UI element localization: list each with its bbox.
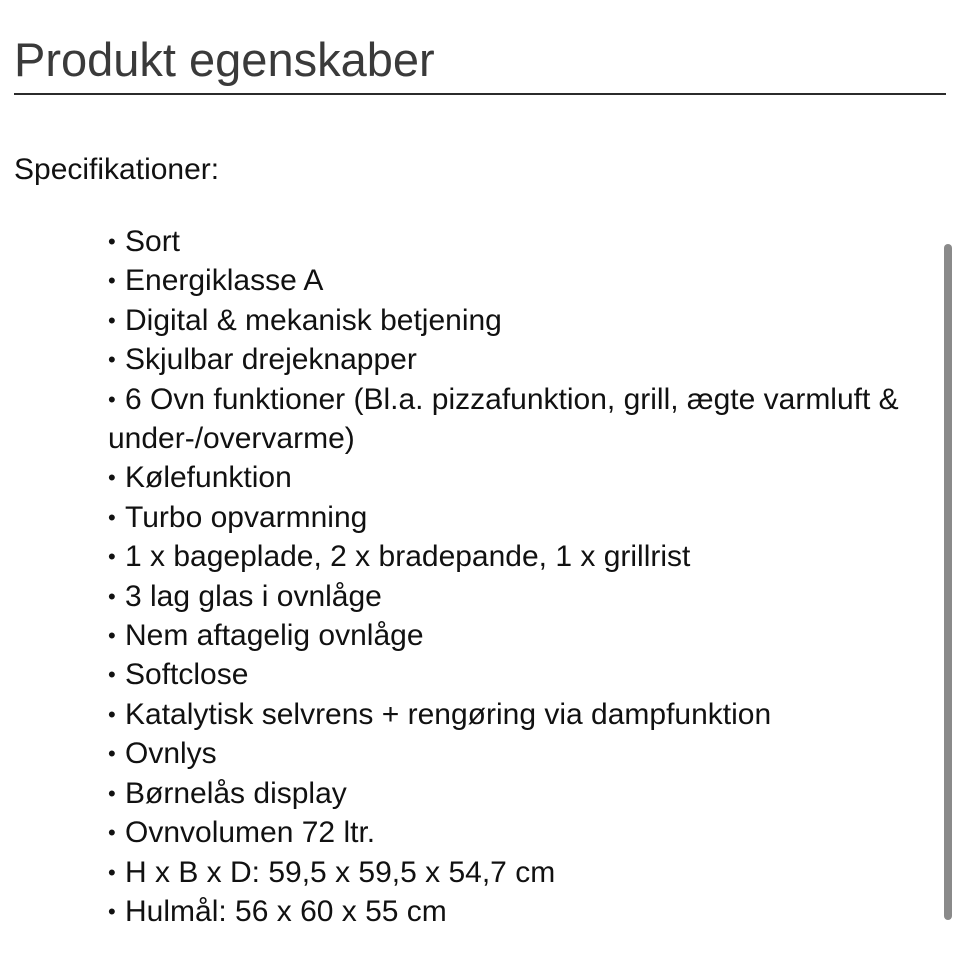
spec-item-text: Ovnlys: [125, 737, 217, 771]
spec-item: [108, 340, 938, 379]
bullet-icon: •: [108, 504, 116, 530]
page-title: Produkt egenskaber: [14, 33, 435, 86]
spec-item-text: Sort: [125, 225, 181, 258]
spec-item-text: Skjulbar drejeknapper: [125, 343, 417, 377]
bullet-icon: •: [108, 386, 116, 412]
spec-item-text: Softclose: [125, 658, 249, 692]
spec-item: [108, 616, 938, 655]
bullet-icon: •: [108, 583, 116, 609]
spec-item: [108, 380, 938, 459]
spec-item-text: H x B x D: 59,5 x 59,5 x 54,7 cm: [125, 855, 556, 889]
spec-item: [108, 498, 938, 537]
bullet-icon: •: [108, 662, 116, 688]
spec-item-text: Børnelås display: [125, 776, 347, 810]
bullet-icon: •: [108, 544, 116, 570]
spec-item: [108, 892, 938, 931]
spec-item-text: Hulmål: 56 x 60 x 55 cm: [125, 894, 447, 928]
bullet-icon: •: [108, 465, 116, 491]
bullet-icon: •: [108, 623, 116, 649]
specifications-heading: Specifikationer:: [14, 153, 220, 186]
bullet-icon: •: [108, 268, 116, 294]
spec-item-text: Katalytisk selvrens + rengøring via dampfunktion: [125, 697, 772, 731]
bullet-icon: •: [108, 859, 116, 885]
vertical-scrollbar[interactable]: [944, 244, 952, 920]
spec-item: [108, 655, 938, 694]
spec-item: [108, 577, 938, 616]
spec-item-text: Energiklasse A: [125, 264, 324, 298]
bullet-icon: •: [108, 701, 116, 727]
spec-item-text: Turbo opvarmning: [125, 500, 368, 534]
spec-item: [108, 813, 938, 852]
bullet-icon: •: [108, 229, 116, 254]
spec-item: [108, 774, 938, 813]
bullet-icon: •: [108, 780, 116, 806]
spec-item-text: 3 lag glas i ovnlåge: [125, 579, 382, 613]
spec-item: [108, 734, 938, 773]
bullet-icon: •: [108, 898, 116, 924]
spec-item: [108, 301, 938, 340]
spec-item: [108, 261, 938, 300]
bullet-icon: •: [108, 820, 116, 846]
spec-item-text: Ovnvolumen 72 ltr.: [125, 816, 376, 850]
spec-item: [108, 458, 938, 497]
bullet-icon: •: [108, 347, 116, 373]
spec-item: [108, 695, 938, 734]
spec-item: [108, 222, 938, 261]
bullet-icon: •: [108, 307, 116, 333]
spec-item-text: 6 Ovn funktioner (Bl.a. pizzafunktion, grill, ægte varmluft & under-/overvarme): [108, 382, 899, 456]
spec-item: [108, 853, 938, 892]
spec-item-text: Digital & mekanisk betjening: [125, 303, 502, 337]
bullet-icon: •: [108, 741, 116, 767]
specifications-list: [108, 222, 938, 931]
spec-item-text: 1 x bageplade, 2 x bradepande, 1 x grillrist: [125, 540, 691, 574]
spec-item-text: Kølefunktion: [125, 461, 292, 495]
title-divider: [14, 93, 946, 95]
spec-item-text: Nem aftagelig ovnlåge: [125, 619, 424, 653]
spec-item: [108, 537, 938, 576]
